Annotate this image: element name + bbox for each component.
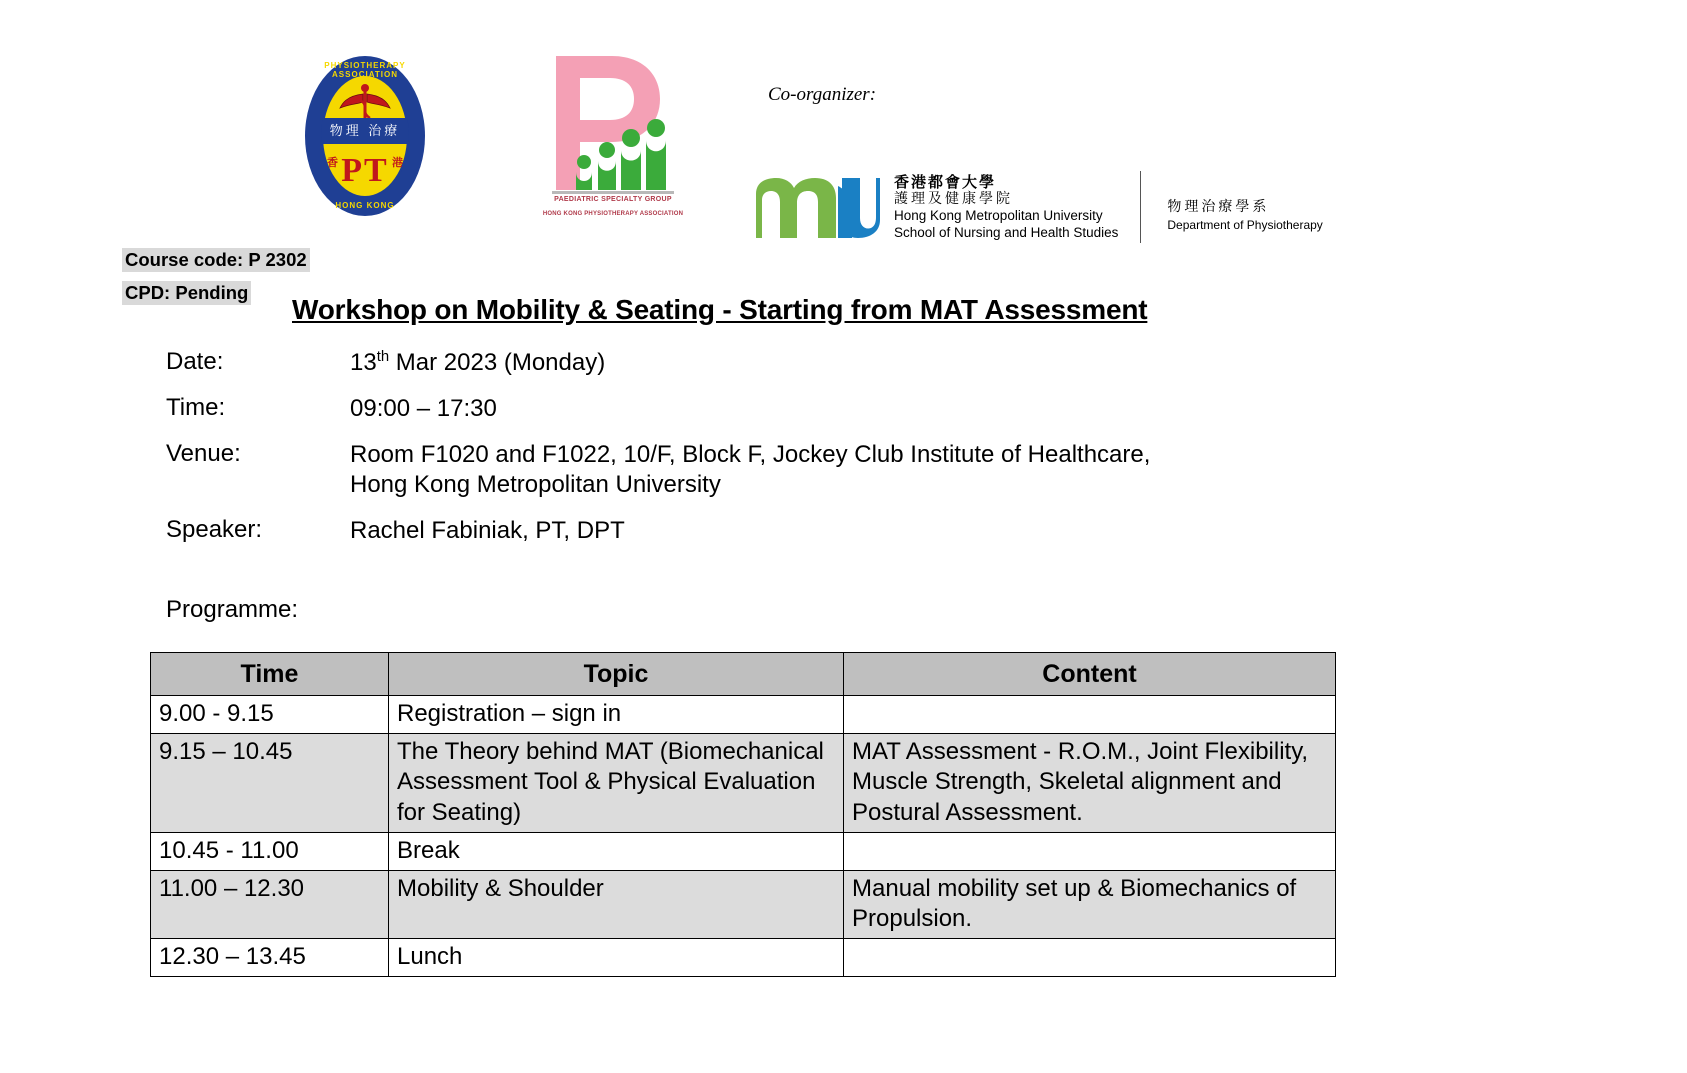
table-row (151, 939, 1336, 977)
programme-table-head (151, 653, 1336, 696)
department-text-block (1167, 180, 1322, 234)
course-code-badge: Course code: P 2302 (122, 248, 310, 272)
seal-arc-top-text: PHYSIOTHERAPY ASSOCIATION (324, 61, 406, 79)
table-cell-content (844, 696, 1336, 734)
header-logo-band (0, 40, 1687, 240)
column-header-topic: Topic (389, 653, 844, 696)
table-row (151, 733, 1336, 832)
time-value: 09:00 – 17:30 (350, 395, 497, 422)
table-row (151, 696, 1336, 734)
seal-arc-bottom-text: HONG KONG (335, 201, 395, 210)
hkmu-university-zh: 香港都會大學 (894, 172, 997, 191)
date-label: Date: (166, 348, 224, 375)
table-row (151, 832, 1336, 870)
venue-label: Venue: (166, 440, 241, 467)
speaker-label: Speaker: (166, 516, 263, 543)
table-cell-content (844, 939, 1336, 977)
seal-monogram: PT (341, 152, 389, 189)
page-title: Workshop on Mobility & Seating - Starting from MAT Assessment (292, 294, 1148, 325)
table-header-row (151, 653, 1336, 696)
table-cell-time: 9.00 - 9.15 (151, 696, 389, 734)
paediatric-specialty-group-logo (538, 50, 688, 225)
date-day: 13 (350, 349, 377, 376)
date-ordinal-suffix: th (376, 349, 390, 365)
table-row (151, 870, 1336, 938)
programme-label: Programme: (166, 596, 299, 623)
table-cell-topic: Registration – sign in (389, 696, 844, 734)
venue-value (350, 440, 1366, 500)
table-cell-topic: Break (389, 832, 844, 870)
logo-divider (1140, 171, 1141, 243)
table-cell-time: 12.30 – 13.45 (151, 939, 389, 977)
table-cell-content (844, 832, 1336, 870)
hkmu-school-en: School of Nursing and Health Studies (894, 224, 1119, 240)
detail-row-time (166, 394, 1366, 424)
hkmu-logo-lockup (752, 168, 1323, 246)
date-rest: Mar 2023 (Monday) (389, 349, 606, 376)
column-header-content: Content (844, 653, 1336, 696)
speaker-value: Rachel Fabiniak, PT, DPT (350, 517, 625, 544)
table-cell-time: 11.00 – 12.30 (151, 870, 389, 938)
date-value (350, 348, 1366, 378)
table-cell-content: Manual mobility set up & Biomechanics of Propulsion. (844, 870, 1336, 938)
detail-row-venue (166, 440, 1366, 500)
table-cell-topic: Mobility & Shoulder (389, 870, 844, 938)
venue-line-2: Hong Kong Metropolitan University (350, 471, 721, 498)
hkpa-seal-logo (305, 56, 425, 216)
table-cell-topic: Lunch (389, 939, 844, 977)
hkmu-mark-icon (752, 176, 880, 238)
hkmu-text-block (894, 173, 1118, 241)
event-details (166, 348, 1366, 562)
seal-side-right-zh: 港 (392, 157, 403, 169)
cpd-badge: CPD: Pending (122, 281, 251, 305)
table-cell-time: 9.15 – 10.45 (151, 733, 389, 832)
department-en: Department of Physiotherapy (1167, 218, 1323, 233)
seal-side-left-zh: 香 (327, 157, 338, 169)
seal-chinese-band: 物理 治療 (323, 118, 407, 144)
hkmu-school-zh: 護理及健康學院 (894, 191, 1013, 208)
venue-line-1: Room F1020 and F1022, 10/F, Block F, Jockey Club Institute of Healthcare, (350, 441, 1151, 468)
time-label: Time: (166, 394, 226, 421)
column-header-time: Time (151, 653, 389, 696)
hkmu-university-en: Hong Kong Metropolitan University (894, 208, 1103, 224)
table-cell-topic: The Theory behind MAT (Biomechanical Assessment Tool & Physical Evaluation for Seating) (389, 733, 844, 832)
psg-p-and-figures-icon (538, 50, 688, 200)
programme-table (150, 652, 1336, 977)
psg-logo-line2: HONG KONG PHYSIOTHERAPY ASSOCIATION (542, 211, 684, 217)
programme-table-body (151, 696, 1336, 977)
table-cell-content: MAT Assessment - R.O.M., Joint Flexibility, Muscle Strength, Skeletal alignment and Postural Assessment. (844, 733, 1336, 832)
table-cell-time: 10.45 - 11.00 (151, 832, 389, 870)
department-zh: 物理治療學系 (1167, 198, 1270, 215)
co-organizer-label: Co-organizer: (768, 84, 877, 105)
psg-logo-line1: PAEDIATRIC SPECIALTY GROUP (554, 196, 672, 203)
detail-row-date (166, 348, 1366, 378)
detail-row-speaker (166, 516, 1366, 546)
